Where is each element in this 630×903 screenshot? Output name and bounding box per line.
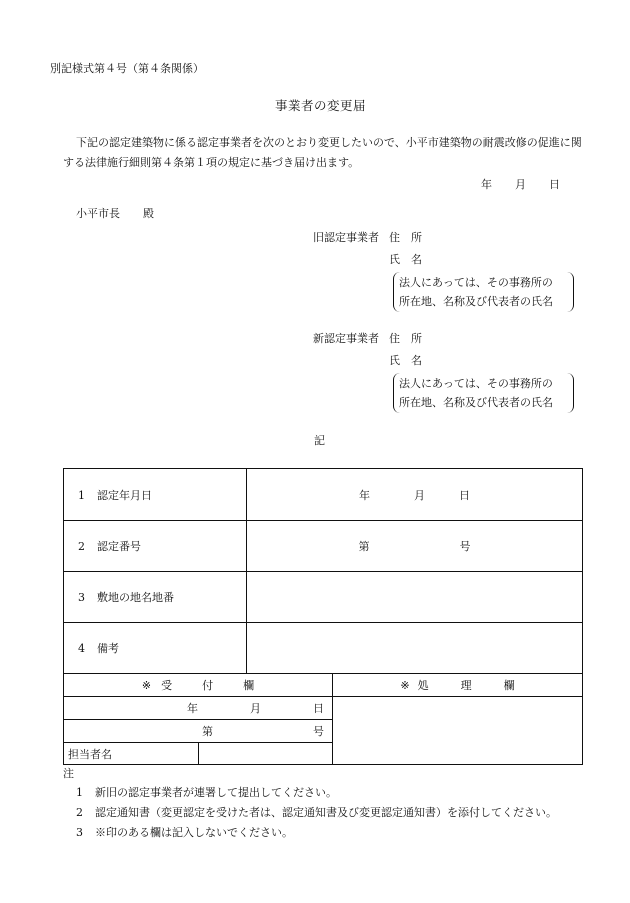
new-operator-corp-note-line-2: 所在地、名称及び代表者の氏名: [399, 396, 553, 409]
processing-header: [333, 674, 583, 697]
note-item: [76, 826, 293, 840]
row2-suffix: 号: [459, 540, 471, 553]
staff-label-cell: [64, 743, 199, 765]
old-operator-address-label: 住 所: [389, 231, 422, 244]
reception-number-suffix: 号: [313, 725, 324, 738]
notes-heading: 注: [63, 767, 74, 780]
note-number: 3: [76, 826, 83, 839]
row-label-cell: [64, 469, 247, 521]
note-text: 新旧の認定事業者が連署して提出してください。: [95, 786, 337, 799]
staff-label: 担当者名: [68, 747, 112, 761]
reception-header-char: 欄: [243, 679, 255, 692]
new-operator-address-label: 住 所: [389, 332, 422, 345]
old-operator-corp-note-bracket: [393, 272, 574, 312]
row-number: 1: [78, 488, 85, 502]
new-operator-corp-note-bracket: [393, 373, 574, 413]
row-number: 4: [78, 642, 85, 655]
row-label: 敷地の地名地番: [97, 591, 174, 604]
reception-number-cell[interactable]: [64, 720, 333, 743]
reception-header-mark: ※: [141, 679, 152, 692]
row1-month-label: 月: [414, 488, 425, 502]
reception-date-cell[interactable]: [64, 697, 333, 720]
table-row: [64, 674, 583, 697]
processing-cell[interactable]: [333, 697, 583, 765]
row1-year-label: 年: [359, 488, 370, 502]
form-number: 別記様式第４号（第４条関係）: [50, 62, 204, 75]
table-row: [64, 697, 583, 720]
certification-date-cell[interactable]: [247, 469, 583, 521]
new-operator-name-label: 氏 名: [389, 354, 422, 367]
note-number: 2: [76, 806, 83, 819]
table-row: [64, 572, 583, 623]
old-operator-name-label: 氏 名: [389, 253, 422, 266]
row-label: 認定番号: [97, 540, 141, 553]
note-number: 1: [76, 786, 83, 799]
row-number: 2: [78, 540, 85, 553]
body-text-line-1: 下記の認定建築物に係る認定事業者を次のとおり変更したいので、小平市建築物の耐震改修の促進に関: [76, 136, 582, 149]
processing-header-char: 欄: [503, 679, 515, 692]
row-label: 認定年月日: [97, 488, 152, 502]
new-operator-label: 新認定事業者: [313, 332, 379, 345]
honorific: 殿: [143, 207, 154, 220]
reception-year-label: 年: [187, 702, 198, 715]
note-text: 認定通知書（変更認定を受けた者は、認定通知書及び変更認定通知書）を添付してください。: [95, 806, 557, 819]
row-label: 備考: [97, 642, 119, 655]
row-label-cell: [64, 572, 247, 623]
old-operator-corp-note-line-2: 所在地、名称及び代表者の氏名: [399, 295, 553, 308]
body-text-line-2: する法律施行細則第４条第１項の規定に基づき届け出ます。: [63, 156, 360, 169]
processing-header-mark: ※: [400, 679, 410, 692]
certification-number-cell[interactable]: [247, 521, 583, 572]
details-table: [63, 468, 583, 765]
reception-header-char: 付: [202, 679, 214, 692]
staff-name-cell[interactable]: [199, 743, 333, 765]
row-number: 3: [78, 591, 85, 604]
reception-number-prefix: 第: [202, 725, 213, 738]
remarks-cell[interactable]: [247, 623, 583, 674]
reception-day-label: 日: [313, 702, 324, 715]
reception-header: [64, 674, 333, 697]
table-row: [64, 469, 583, 521]
row1-day-label: 日: [459, 488, 470, 502]
document-title: 事業者の変更届: [275, 98, 367, 113]
date-month-label: 月: [515, 178, 526, 191]
new-operator-corp-note-line-1: 法人にあっては、その事務所の: [399, 377, 553, 390]
old-operator-corp-note-line-1: 法人にあっては、その事務所の: [399, 276, 553, 289]
note-text: ※印のある欄は記入しないでください。: [95, 826, 293, 839]
processing-header-char: 処: [417, 679, 429, 692]
date-day-label: 日: [549, 178, 560, 191]
reception-month-label: 月: [250, 702, 261, 715]
date-year-label: 年: [481, 178, 492, 191]
table-row: [64, 521, 583, 572]
site-address-cell[interactable]: [247, 572, 583, 623]
old-operator-label: 旧認定事業者: [313, 231, 379, 244]
note-item: [76, 786, 337, 800]
addressee: 小平市長: [76, 207, 120, 220]
processing-header-char: 理: [460, 679, 472, 692]
table-row: [64, 623, 583, 674]
row-label-cell: [64, 623, 247, 674]
note-item: [76, 806, 557, 820]
reception-header-char: 受: [161, 679, 173, 692]
ki-heading: 記: [314, 434, 325, 447]
row-label-cell: [64, 521, 247, 572]
row2-prefix: 第: [358, 540, 370, 553]
